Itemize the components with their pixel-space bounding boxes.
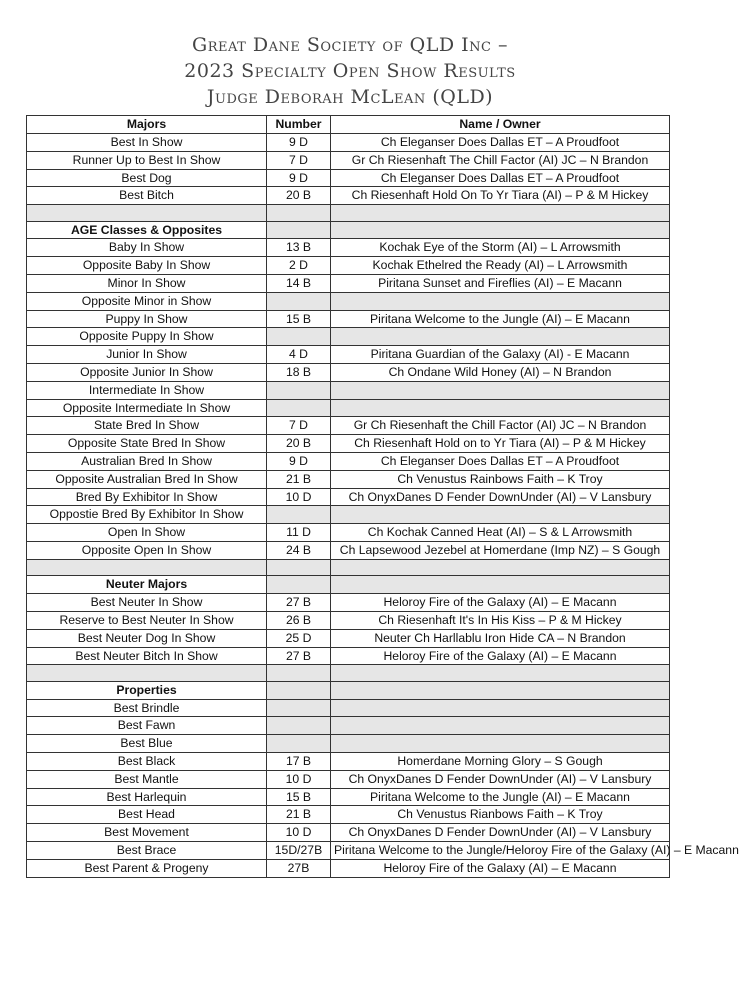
table-row xyxy=(27,346,670,364)
table-row xyxy=(27,239,670,257)
table-row xyxy=(27,435,670,453)
table-row xyxy=(27,151,670,169)
number-cell xyxy=(267,221,331,239)
name-owner-cell: Piritana Welcome to the Jungle (AI) – E Macann xyxy=(331,310,670,328)
table-row xyxy=(27,381,670,399)
name-owner-cell: Neuter Ch Harllablu Iron Hide CA – N Brandon xyxy=(331,629,670,647)
table-row xyxy=(27,647,670,665)
table-row xyxy=(27,717,670,735)
number-cell xyxy=(267,328,331,346)
table-row xyxy=(27,292,670,310)
award-cell: Australian Bred In Show xyxy=(27,453,267,471)
number-cell xyxy=(267,699,331,717)
spacer-cell xyxy=(27,559,267,576)
number-cell: 21 B xyxy=(267,806,331,824)
number-cell: 25 D xyxy=(267,629,331,647)
name-owner-cell xyxy=(331,399,670,417)
award-cell: Opposite Open In Show xyxy=(27,542,267,560)
award-cell: Best Brace xyxy=(27,841,267,859)
number-cell: 27B xyxy=(267,859,331,877)
spacer-cell xyxy=(331,205,670,222)
document-header xyxy=(0,32,700,110)
table-row xyxy=(27,134,670,152)
award-cell: Best Neuter In Show xyxy=(27,594,267,612)
header-line-1: Great Dane Society of QLD Inc – xyxy=(192,34,508,56)
number-cell: 4 D xyxy=(267,346,331,364)
number-cell: 9 D xyxy=(267,169,331,187)
award-cell: Intermediate In Show xyxy=(27,381,267,399)
name-owner-cell xyxy=(331,328,670,346)
table-row xyxy=(27,788,670,806)
name-owner-cell: Gr Ch Riesenhaft the Chill Factor (AI) JC – N Brandon xyxy=(331,417,670,435)
award-cell: Best Black xyxy=(27,753,267,771)
award-cell: Best In Show xyxy=(27,134,267,152)
name-owner-cell: Heloroy Fire of the Galaxy (AI) – E Macann xyxy=(331,859,670,877)
table-row xyxy=(27,524,670,542)
number-cell: 2 D xyxy=(267,257,331,275)
name-owner-cell: Piritana Guardian of the Galaxy (AI) - E Macann xyxy=(331,346,670,364)
name-owner-cell: Kochak Ethelred the Ready (AI) – L Arrowsmith xyxy=(331,257,670,275)
number-cell: 9 D xyxy=(267,453,331,471)
award-cell: Reserve to Best Neuter In Show xyxy=(27,611,267,629)
award-cell: Opposite Australian Bred In Show xyxy=(27,470,267,488)
table-row xyxy=(27,611,670,629)
name-owner-cell xyxy=(331,221,670,239)
number-cell: 7 D xyxy=(267,151,331,169)
name-owner-cell: Ch Riesenhaft Hold on to Yr Tiara (AI) – P & M Hickey xyxy=(331,435,670,453)
award-cell: Puppy In Show xyxy=(27,310,267,328)
table-row xyxy=(27,753,670,771)
number-cell: 15 B xyxy=(267,310,331,328)
table-row xyxy=(27,542,670,560)
name-owner-cell: Piritana Welcome to the Jungle/Heloroy Fire of the Galaxy (AI) – E Macann xyxy=(331,841,670,859)
number-cell: 27 B xyxy=(267,594,331,612)
name-owner-cell: Heloroy Fire of the Galaxy (AI) – E Macann xyxy=(331,647,670,665)
name-owner-cell xyxy=(331,735,670,753)
award-cell: Baby In Show xyxy=(27,239,267,257)
table-row xyxy=(27,257,670,275)
award-cell: Open In Show xyxy=(27,524,267,542)
table-row xyxy=(27,859,670,877)
table-row xyxy=(27,770,670,788)
number-cell: 20 B xyxy=(267,187,331,205)
award-cell: Best Dog xyxy=(27,169,267,187)
number-cell xyxy=(267,717,331,735)
spacer-cell xyxy=(267,205,331,222)
table-row xyxy=(27,364,670,382)
number-cell: 9 D xyxy=(267,134,331,152)
name-owner-cell: Ch Lapsewood Jezebel at Homerdane (Imp NZ) – S Gough xyxy=(331,542,670,560)
name-owner-cell: Ch OnyxDanes D Fender DownUnder (AI) – V Lansbury xyxy=(331,824,670,842)
award-cell: Opposite Baby In Show xyxy=(27,257,267,275)
name-owner-cell: Ch Venustus Rainbows Faith – K Troy xyxy=(331,470,670,488)
award-cell: Opposite Puppy In Show xyxy=(27,328,267,346)
section-header-row xyxy=(27,576,670,594)
award-cell: Best Neuter Dog In Show xyxy=(27,629,267,647)
table-row xyxy=(27,806,670,824)
award-cell: Best Movement xyxy=(27,824,267,842)
section-title: Neuter Majors xyxy=(27,576,267,594)
award-cell: Best Bitch xyxy=(27,187,267,205)
number-cell: 21 B xyxy=(267,470,331,488)
table-row xyxy=(27,629,670,647)
table-row xyxy=(27,417,670,435)
name-owner-cell: Ch Venustus Rianbows Faith – K Troy xyxy=(331,806,670,824)
name-owner-cell: Ch Kochak Canned Heat (AI) – S & L Arrowsmith xyxy=(331,524,670,542)
name-owner-cell xyxy=(331,506,670,524)
section-header-row xyxy=(27,221,670,239)
number-cell: 27 B xyxy=(267,647,331,665)
award-cell: Oppostie Bred By Exhibitor In Show xyxy=(27,506,267,524)
spacer-row xyxy=(27,559,670,576)
number-cell: 26 B xyxy=(267,611,331,629)
table-row xyxy=(27,310,670,328)
table-row xyxy=(27,187,670,205)
table-row xyxy=(27,453,670,471)
name-owner-cell: Ch Eleganser Does Dallas ET – A Proudfoot xyxy=(331,169,670,187)
award-cell: Opposite State Bred In Show xyxy=(27,435,267,453)
table-row xyxy=(27,735,670,753)
number-cell: 7 D xyxy=(267,417,331,435)
name-owner-cell: Ch Riesenhaft Hold On To Yr Tiara (AI) – P & M Hickey xyxy=(331,187,670,205)
award-cell: Junior In Show xyxy=(27,346,267,364)
number-cell: 15D/27B xyxy=(267,841,331,859)
name-owner-cell xyxy=(331,717,670,735)
spacer-cell xyxy=(27,205,267,222)
results-table xyxy=(26,115,739,878)
spacer-cell xyxy=(331,559,670,576)
award-cell: Bred By Exhibitor In Show xyxy=(27,488,267,506)
table-row xyxy=(27,275,670,293)
name-owner-cell: Ch Eleganser Does Dallas ET – A Proudfoot xyxy=(331,134,670,152)
spacer-row xyxy=(27,205,670,222)
number-cell xyxy=(267,735,331,753)
results-table-body xyxy=(27,134,739,878)
number-cell: 20 B xyxy=(267,435,331,453)
column-header-name-owner: Name / Owner xyxy=(331,116,670,134)
name-owner-cell: Kochak Eye of the Storm (AI) – L Arrowsmith xyxy=(331,239,670,257)
number-cell xyxy=(267,576,331,594)
award-cell: Opposite Minor in Show xyxy=(27,292,267,310)
number-cell: 18 B xyxy=(267,364,331,382)
table-row xyxy=(27,506,670,524)
name-owner-cell xyxy=(331,381,670,399)
number-cell xyxy=(267,381,331,399)
table-row xyxy=(27,699,670,717)
number-cell: 14 B xyxy=(267,275,331,293)
name-owner-cell: Ch Ondane Wild Honey (AI) – N Brandon xyxy=(331,364,670,382)
spacer-cell xyxy=(267,665,331,682)
spacer-cell xyxy=(27,665,267,682)
column-header-number: Number xyxy=(267,116,331,134)
award-cell: Best Neuter Bitch In Show xyxy=(27,647,267,665)
spacer-cell xyxy=(331,665,670,682)
section-title: AGE Classes & Opposites xyxy=(27,221,267,239)
number-cell: 11 D xyxy=(267,524,331,542)
table-row xyxy=(27,824,670,842)
award-cell: Opposite Junior In Show xyxy=(27,364,267,382)
name-owner-cell: Homerdane Morning Glory – S Gough xyxy=(331,753,670,771)
table-header-row xyxy=(27,116,670,134)
name-owner-cell: Ch OnyxDanes D Fender DownUnder (AI) – V Lansbury xyxy=(331,770,670,788)
name-owner-cell: Gr Ch Riesenhaft The Chill Factor (AI) JC – N Brandon xyxy=(331,151,670,169)
table-row xyxy=(27,328,670,346)
number-cell: 10 D xyxy=(267,824,331,842)
award-cell: Best Brindle xyxy=(27,699,267,717)
section-header-row xyxy=(27,681,670,699)
number-cell xyxy=(267,399,331,417)
column-header-award: Majors xyxy=(27,116,267,134)
name-owner-cell: Piritana Sunset and Fireflies (AI) – E Macann xyxy=(331,275,670,293)
award-cell: Best Blue xyxy=(27,735,267,753)
table-row xyxy=(27,470,670,488)
name-owner-cell: Ch Eleganser Does Dallas ET – A Proudfoot xyxy=(331,453,670,471)
award-cell: Minor In Show xyxy=(27,275,267,293)
number-cell: 24 B xyxy=(267,542,331,560)
section-title: Properties xyxy=(27,681,267,699)
number-cell: 15 B xyxy=(267,788,331,806)
table-row xyxy=(27,841,670,859)
header-line-2: 2023 Specialty Open Show Results xyxy=(184,60,516,82)
name-owner-cell xyxy=(331,681,670,699)
award-cell: Best Mantle xyxy=(27,770,267,788)
name-owner-cell: Heloroy Fire of the Galaxy (AI) – E Macann xyxy=(331,594,670,612)
number-cell: 10 D xyxy=(267,770,331,788)
table-row xyxy=(27,594,670,612)
name-owner-cell xyxy=(331,292,670,310)
spacer-cell xyxy=(267,559,331,576)
number-cell: 13 B xyxy=(267,239,331,257)
number-cell xyxy=(267,292,331,310)
table-row xyxy=(27,399,670,417)
name-owner-cell: Piritana Welcome to the Jungle (AI) – E Macann xyxy=(331,788,670,806)
award-cell: Opposite Intermediate In Show xyxy=(27,399,267,417)
table-row xyxy=(27,488,670,506)
number-cell: 17 B xyxy=(267,753,331,771)
name-owner-cell: Ch Riesenhaft It's In His Kiss – P & M Hickey xyxy=(331,611,670,629)
name-owner-cell xyxy=(331,699,670,717)
number-cell: 10 D xyxy=(267,488,331,506)
award-cell: Best Parent & Progeny xyxy=(27,859,267,877)
table-row xyxy=(27,169,670,187)
number-cell xyxy=(267,506,331,524)
name-owner-cell xyxy=(331,576,670,594)
header-line-3: Judge Deborah McLean (QLD) xyxy=(206,86,494,108)
award-cell: Best Head xyxy=(27,806,267,824)
award-cell: Best Fawn xyxy=(27,717,267,735)
award-cell: Best Harlequin xyxy=(27,788,267,806)
award-cell: Runner Up to Best In Show xyxy=(27,151,267,169)
spacer-row xyxy=(27,665,670,682)
award-cell: State Bred In Show xyxy=(27,417,267,435)
name-owner-cell: Ch OnyxDanes D Fender DownUnder (AI) – V Lansbury xyxy=(331,488,670,506)
number-cell xyxy=(267,681,331,699)
